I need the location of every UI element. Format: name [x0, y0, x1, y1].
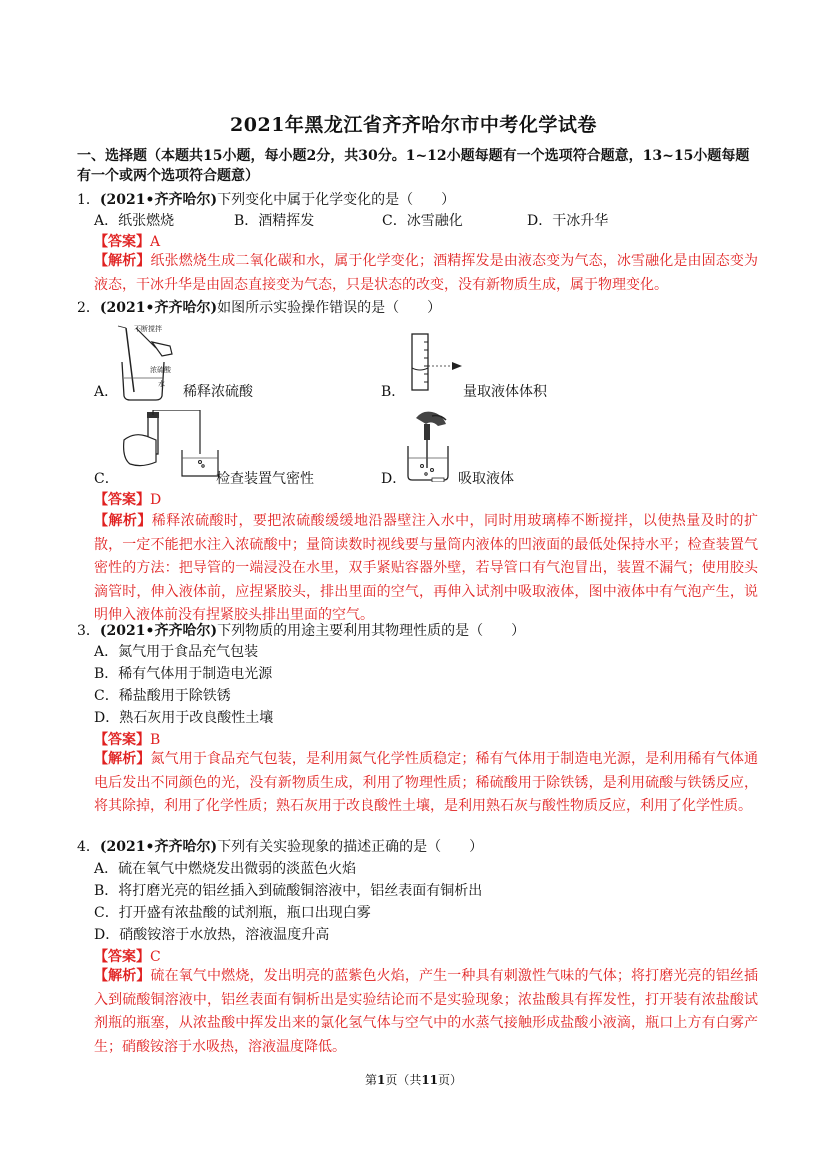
q3-answer: 【答案】B [94, 732, 161, 748]
dilute-acid-figure [112, 322, 184, 402]
q2-analysis: 【解析】稀释浓硫酸时，要把浓硫酸缓缓地沿器壁注入水中，同时用玻璃棒不断搅拌，以使热量及时的扩散，一定不能把水注入浓硫酸中；量筒读数时视线要与量筒内液体的凹液面的最低处保持水平；检查装置气密性的方法：把导管的一端浸没在水里，双手紧贴容器外壁，若导管口有气泡冒出，装置不漏气；使用胶头滴管时，伸入液体前，应捏紧胶头，排出里面的空气，再伸入试剂中吸取液体，图中液体中有气泡产生，说明伸入液体前没有捏紧胶头排出里面的空气。 [94, 513, 759, 623]
q1-analysis: 【解析】纸张燃烧生成二氧化碳和水，属于化学变化；酒精挥发是由液态变为气态，冰雪融化是由固态变为液态，干冰升华是由固态直接变为气态，只是状态的改变，没有新物质生成，属于物理变化。 [94, 253, 759, 293]
q2-option-b-text: 量取液体体积 [463, 384, 547, 400]
q1-option-d: D．干冰升华 [527, 213, 609, 229]
question-2-stem [77, 298, 757, 318]
question-source: (2021•齐齐哈尔) [99, 300, 218, 316]
q1-answer: 【答案】A [94, 234, 161, 250]
q3-option-d: D．熟石灰用于改良酸性土壤 [94, 710, 274, 726]
question-text: 下列物质的用途主要利用其物理性质的是（ ） [217, 623, 526, 639]
q2-option-b-letter: B． [381, 384, 406, 400]
question-number: 4． [77, 839, 100, 855]
airtight-check-figure [120, 410, 220, 482]
q2-option-a-letter: A． [94, 384, 119, 400]
q4-option-a: A．硫在氧气中燃烧发出微弱的淡蓝色火焰 [94, 861, 357, 877]
q2-answer: 【答案】D [94, 492, 162, 508]
fig-label-water: 水 [158, 380, 165, 388]
question-text: 下列变化中属于化学变化的是（ ） [217, 192, 456, 208]
fig-label-stir: 不断搅拌 [134, 325, 162, 333]
q3-option-b: B．稀有气体用于制造电光源 [94, 666, 273, 682]
dropper-figure [402, 410, 458, 482]
measure-volume-figure [402, 330, 472, 392]
q2-option-c-text: 检查装置气密性 [216, 471, 314, 487]
q4-option-b: B．将打磨光亮的铝丝插入到硫酸铜溶液中，铝丝表面有铜析出 [94, 883, 483, 899]
q3-option-a: A．氮气用于食品充气包装 [94, 644, 259, 660]
question-1-stem [77, 190, 757, 210]
q2-option-d-text: 吸取液体 [458, 471, 514, 487]
question-number: 1． [77, 192, 100, 208]
q4-option-d: D．硝酸铵溶于水放热，溶液温度升高 [94, 927, 330, 943]
question-source: (2021•齐齐哈尔) [99, 192, 218, 208]
q1-option-c: C．冰雪融化 [382, 213, 463, 229]
fig-label-acid: 浓硫酸 [150, 366, 171, 374]
question-4-stem [77, 837, 757, 857]
page-title: 2021年黑龙江省齐齐哈尔市中考化学试卷 [230, 114, 597, 136]
section-heading: 一、选择题（本题共15小题，每小题2分，共30分。1~12小题每题有一个选项符合题意，13~15小题每题有一个或两个选项符合题意） [77, 148, 750, 184]
page-total: 11 [421, 1073, 439, 1087]
q1-option-b: B．酒精挥发 [234, 213, 315, 229]
q2-option-c-letter: C． [94, 471, 119, 487]
question-3-stem [77, 621, 757, 641]
q4-analysis: 【解析】硫在氧气中燃烧，发出明亮的蓝紫色火焰，产生一种具有刺激性气味的气体；将打磨光亮的铝丝插入到硫酸铜溶液中，铝丝表面有铜析出是实验结论而不是实验现象；浓盐酸具有挥发性，打开装有浓盐酸试剂瓶的瓶塞，从浓盐酸中挥发出来的氯化氢气体与空气中的水蒸气接触形成盐酸小液滴，瓶口上方有白雾产生；硝酸铵溶于水吸热，溶液温度降低。 [94, 968, 759, 1055]
page-number: 1 [376, 1073, 386, 1087]
question-source: (2021•齐齐哈尔) [99, 839, 218, 855]
q1-option-a: A．纸张燃烧 [94, 213, 175, 229]
q2-option-d-letter: D． [381, 471, 407, 487]
question-number: 2． [77, 300, 100, 316]
question-number: 3． [77, 623, 100, 639]
page-footer: 第1页（共11页） [364, 1073, 463, 1087]
question-text: 下列有关实验现象的描述正确的是（ ） [217, 839, 484, 855]
q4-answer: 【答案】C [94, 949, 161, 965]
q4-option-c: C．打开盛有浓盐酸的试剂瓶，瓶口出现白雾 [94, 905, 371, 921]
question-text: 如图所示实验操作错误的是（ ） [217, 300, 442, 316]
q2-option-a-text: 稀释浓硫酸 [183, 384, 253, 400]
q3-option-c: C．稀盐酸用于除铁锈 [94, 688, 231, 704]
q3-analysis: 【解析】氮气用于食品充气包装，是利用氮气化学性质稳定；稀有气体用于制造电光源，是利用稀有气体通电后发出不同颜色的光，没有新物质生成，利用了物理性质；稀硫酸用于除铁锈，是利用硫酸与铁锈反应，将其除掉，利用了化学性质；熟石灰用于改良酸性土壤，是利用熟石灰与酸性物质反应，利用了化学性质。 [94, 751, 759, 814]
question-source: (2021•齐齐哈尔) [99, 623, 218, 639]
